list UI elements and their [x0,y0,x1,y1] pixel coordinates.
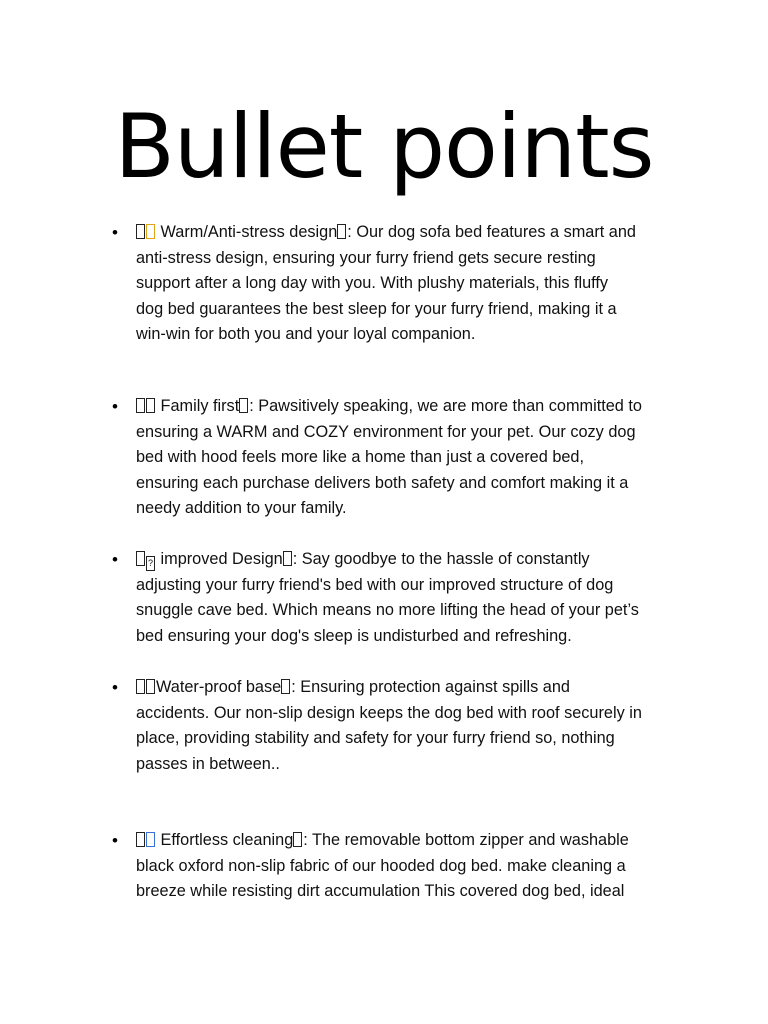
bullet-line: black oxford non-slip fabric of our hooded dog bed. make cleaning a [136,856,626,875]
bullet-label: improved Design [160,550,283,568]
missing-emoji-glyph-icon [136,224,145,239]
missing-emoji-glyph-icon [136,832,145,847]
missing-emoji-glyph-icon [337,224,346,239]
bullet-line: bed ensuring your dog's sleep is undisturbed and refreshing. [136,626,572,645]
bullet-text [136,220,684,348]
bullet-line: ensuring a WARM and COZY environment for your pet. Our cozy dog [136,422,636,441]
bullet-line: adjusting your furry friend's bed with our improved structure of dog [136,575,614,594]
bullet-line: dog bed guarantees the best sleep for your furry friend, making it a [136,299,617,318]
missing-emoji-glyph-icon [146,832,155,847]
bullet-dot: • [112,397,118,416]
missing-emoji-question-glyph-icon: ? [146,556,155,571]
bullet-line: place, providing stability and safety for your furry friend so, nothing [136,729,615,747]
page-title: Bullet points [114,95,654,198]
bullet-dot: • [112,550,118,569]
missing-emoji-glyph-icon [283,551,292,566]
bullet-label: Water-proof base [156,678,282,696]
bullet-label: Effortless cleaning [160,831,294,849]
bullet-line: breeze while resisting dirt accumulation This covered dog bed, ideal [136,882,625,900]
bullet-line: : Our dog sofa bed features a smart and [347,223,636,241]
missing-emoji-glyph-icon [146,224,155,239]
missing-emoji-glyph-icon [281,679,290,694]
bullet-line: snuggle cave bed. Which means no more lifting the head of your pet’s [136,601,639,619]
bullet-line: support after a long day with you. With plushy materials, this fluffy [136,274,609,292]
bullet-text [136,547,684,649]
bullet-line: : The removable bottom zipper and washable [303,831,629,849]
bullet-line: : Pawsitively speaking, we are more than committed to [249,397,642,415]
bullet-line: needy addition to your family. [136,499,347,517]
missing-emoji-glyph-icon [136,398,145,413]
bullet-dot: • [112,831,118,850]
bullet-line: : Say goodbye to the hassle of constantly [292,550,590,568]
missing-emoji-glyph-icon [146,679,155,694]
bullet-line: : Ensuring protection against spills and [291,678,570,696]
bullet-dot: • [112,678,118,697]
missing-emoji-glyph-icon [136,679,145,694]
bullet-text [136,675,684,777]
bullet-line: passes in between.. [136,754,280,773]
missing-emoji-glyph-icon [136,551,145,566]
bullet-line: accidents. Our non-slip design keeps the dog bed with roof securely in [136,703,642,722]
bullet-text [136,828,684,905]
bullet-text [136,394,684,522]
bullet-line: bed with hood feels more like a home than just a covered bed, [136,448,585,466]
bullet-label: Family first [160,397,240,415]
missing-emoji-glyph-icon [239,398,248,413]
missing-emoji-glyph-icon [293,832,302,847]
bullet-line: ensuring each purchase delivers both safety and comfort making it a [136,473,629,492]
bullet-label: Warm/Anti-stress design [160,223,338,241]
missing-emoji-glyph-icon [146,398,155,413]
bullet-dot: • [112,223,118,242]
bullet-line: anti-stress design, ensuring your furry friend gets secure resting [136,248,596,267]
bullet-line: win-win for both you and your loyal companion. [136,325,476,343]
